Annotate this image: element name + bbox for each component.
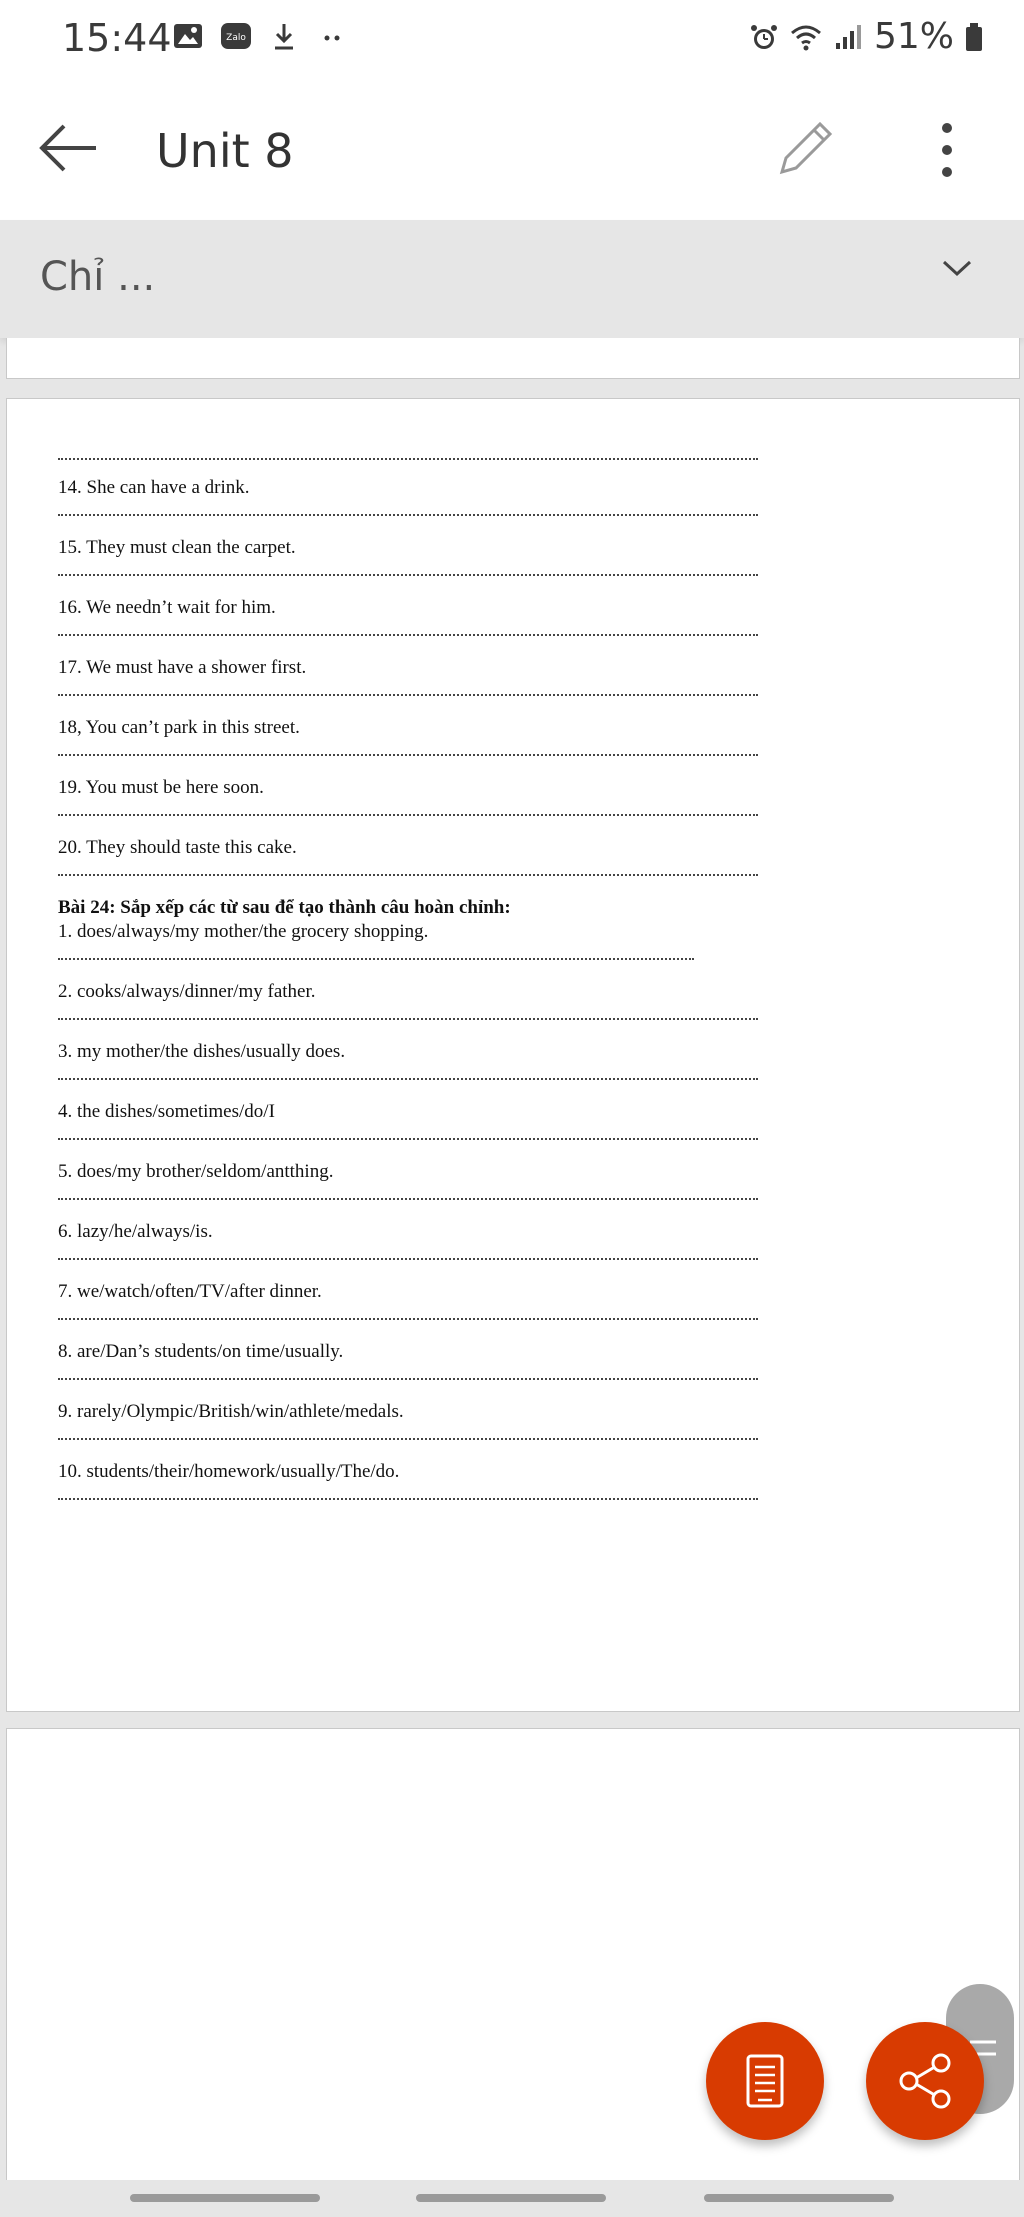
answer-line <box>58 874 758 876</box>
system-nav-bar <box>0 2180 1024 2217</box>
chevron-down-icon[interactable] <box>940 258 974 278</box>
answer-line <box>58 1438 758 1440</box>
exercise-item: 17. We must have a shower first. <box>58 657 307 678</box>
reader-mode-button[interactable] <box>706 2022 824 2140</box>
answer-line <box>58 574 758 576</box>
answer-line <box>58 1258 758 1260</box>
answer-line <box>58 1378 758 1380</box>
signal-icon <box>832 21 864 53</box>
more-options-icon[interactable] <box>930 118 964 182</box>
download-icon <box>268 20 300 52</box>
answer-line <box>58 1138 758 1140</box>
exercise-item: 10. students/their/homework/usually/The/do. <box>58 1461 400 1482</box>
exercise-heading: Bài 24: Sắp xếp các từ sau để tạo thành câu hoàn chỉnh: <box>58 897 511 918</box>
status-icons-left <box>172 20 348 52</box>
nav-recent-button[interactable] <box>130 2194 320 2202</box>
exercise-item: 20. They should taste this cake. <box>58 837 297 858</box>
share-icon <box>866 2022 984 2140</box>
exercise-item: 16. We needn’t wait for him. <box>58 597 276 618</box>
answer-line <box>58 458 758 460</box>
reader-mode-icon <box>706 2022 824 2140</box>
answer-line <box>58 1018 758 1020</box>
status-icons-right <box>748 16 984 57</box>
answer-line <box>58 1078 758 1080</box>
answer-line <box>58 1498 758 1500</box>
document-page-previous <box>6 338 1020 379</box>
answer-line <box>58 514 758 516</box>
answer-line <box>58 958 694 960</box>
exercise-item: 18, You can’t park in this street. <box>58 717 300 738</box>
exercise-item: 4. the dishes/sometimes/do/I <box>58 1101 275 1122</box>
edit-pencil-icon[interactable] <box>772 114 840 182</box>
back-arrow-icon[interactable] <box>36 116 100 180</box>
filter-label: Chỉ ... <box>40 254 156 300</box>
nav-back-button[interactable] <box>704 2194 894 2202</box>
battery-percent: 51% <box>873 16 954 57</box>
exercise-list-b <box>58 920 768 1500</box>
answer-line <box>58 694 758 696</box>
exercise-item: 1. does/always/my mother/the grocery shopping. <box>58 921 429 942</box>
app-bar <box>0 80 1024 220</box>
filter-dropdown[interactable] <box>0 220 1024 338</box>
exercise-item: 5. does/my brother/seldom/antthing. <box>58 1161 334 1182</box>
exercise-item: 14. She can have a drink. <box>58 477 250 498</box>
exercise-item: 3. my mother/the dishes/usually does. <box>58 1041 346 1062</box>
exercise-list-a <box>58 476 768 876</box>
image-icon <box>172 20 204 52</box>
exercise-item: 9. rarely/Olympic/British/win/athlete/medals. <box>58 1401 404 1422</box>
exercise-item: 7. we/watch/often/TV/after dinner. <box>58 1281 322 1302</box>
exercise-item: 6. lazy/he/always/is. <box>58 1221 213 1242</box>
status-bar <box>0 0 1024 80</box>
status-time: 15:44 <box>62 16 172 60</box>
alarm-icon <box>748 21 780 53</box>
zalo-icon-label: Zalo <box>226 33 246 43</box>
exercise-item: 15. They must clean the carpet. <box>58 537 296 558</box>
answer-line <box>58 1198 758 1200</box>
answer-line <box>58 814 758 816</box>
zalo-icon <box>220 20 252 52</box>
exercise-item: 19. You must be here soon. <box>58 777 264 798</box>
answer-line <box>58 634 758 636</box>
nav-home-button[interactable] <box>416 2194 606 2202</box>
answer-line <box>58 1318 758 1320</box>
exercise-item: 2. cooks/always/dinner/my father. <box>58 981 316 1002</box>
document-content <box>58 458 768 1520</box>
battery-icon <box>964 21 984 53</box>
page-title: Unit 8 <box>156 124 294 178</box>
answer-line <box>58 754 758 756</box>
more-dots-icon <box>316 20 348 52</box>
exercise-item: 8. are/Dan’s students/on time/usually. <box>58 1341 344 1362</box>
wifi-icon <box>790 21 822 53</box>
share-button[interactable] <box>866 2022 984 2140</box>
